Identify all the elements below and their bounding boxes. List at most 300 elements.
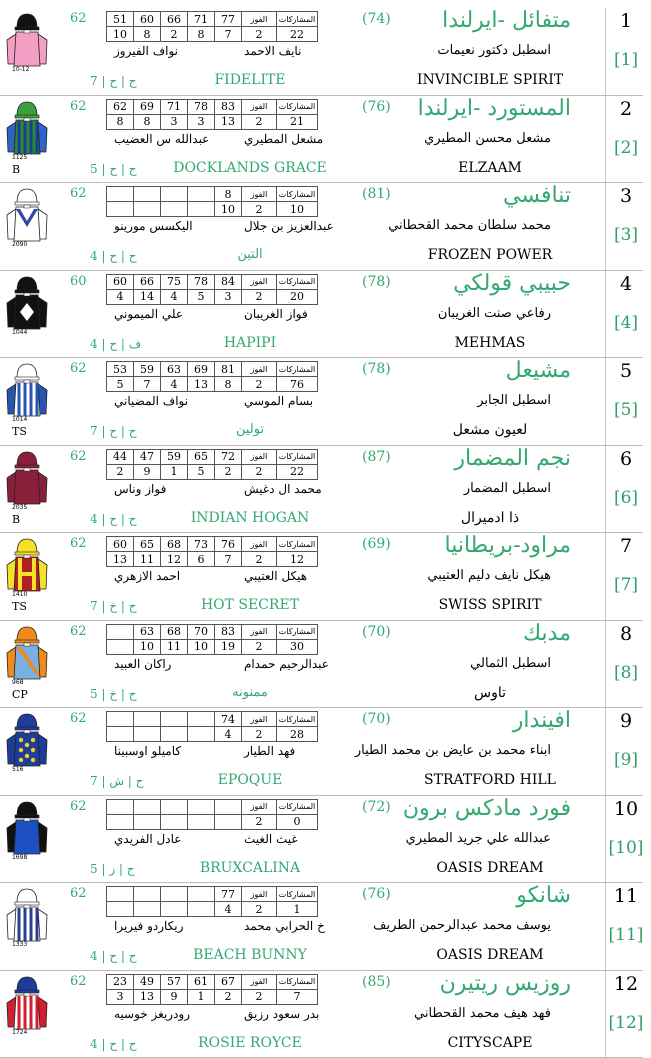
silk-number: 1410 <box>12 591 28 598</box>
runner-number: 7 <box>619 535 633 557</box>
horse-meta: ح | خ | 7 <box>90 599 137 613</box>
jockey-silk-icon <box>4 360 50 424</box>
runner-number: 12 <box>613 972 639 995</box>
form-position-cell <box>107 902 134 917</box>
form-table <box>106 624 318 655</box>
horse-meta: ح | ح | 7 <box>90 74 137 88</box>
form-table <box>106 536 318 567</box>
dam-name: FIDELITE <box>214 72 286 88</box>
form-position-cell: 2 <box>215 989 242 1004</box>
form-position-cell: 13 <box>215 114 242 129</box>
carried-weight: 62 <box>70 186 87 201</box>
jockey-name: عادل الفريدي <box>114 831 182 846</box>
horse-name-ar: شانكو <box>516 883 571 908</box>
sire-name: MEHMAS <box>454 334 526 351</box>
form-rating-cell: 62 <box>107 99 134 114</box>
draw-number: [5] <box>613 400 639 420</box>
trainer-name: فهد الطيار <box>244 744 296 758</box>
silk-number: 968 <box>12 678 24 686</box>
runner-row <box>0 358 643 446</box>
sire-name: لعيون مشعل <box>452 422 528 438</box>
wins-value: 2 <box>242 902 277 917</box>
jockey-name: علي الميموني <box>114 306 183 321</box>
form-position-cell <box>161 814 188 829</box>
owner-name: اسطبل الجابر <box>477 393 551 408</box>
form-position-cell: 7 <box>134 377 161 392</box>
form-position-cell <box>107 727 134 742</box>
draw-number: [4] <box>613 312 639 333</box>
participations-value: 1 <box>277 902 318 917</box>
form-position-cell: 13 <box>107 552 134 567</box>
sire-name: SWISS SPIRIT <box>438 597 542 613</box>
form-position-cell: 4 <box>161 289 188 304</box>
form-rating-cell <box>107 712 134 727</box>
carried-weight: 62 <box>70 536 87 551</box>
silk-number: 516 <box>12 766 24 773</box>
runner-row <box>0 96 643 184</box>
form-rating-cell: 78 <box>188 274 215 289</box>
form-rating-cell: 69 <box>188 362 215 377</box>
carried-weight: 62 <box>70 98 87 114</box>
form-table <box>106 99 318 130</box>
jockey-name: رودريغز خوسيه <box>114 1006 191 1021</box>
dam-name: INDIAN HOGAN <box>190 509 310 526</box>
form-position-cell: 4 <box>215 727 242 742</box>
participations-header: المشاركات <box>277 187 318 202</box>
carried-weight: 62 <box>70 361 87 376</box>
carried-weight: 62 <box>70 973 87 989</box>
wins-value: 2 <box>242 639 277 654</box>
wins-value: 2 <box>242 989 277 1004</box>
form-rating-cell: 75 <box>161 274 188 289</box>
owner-name: فهد هيف محمد القحطاني <box>414 1005 551 1021</box>
owner-name: اسطبل المضمار <box>463 480 551 496</box>
participations-value: 0 <box>277 814 318 829</box>
carried-weight: 62 <box>70 711 87 726</box>
draw-number: [12] <box>608 1012 644 1033</box>
silk-number: 2090 <box>12 241 28 248</box>
form-rating-cell: 59 <box>161 449 188 464</box>
runner-row <box>0 446 643 534</box>
form-position-cell: 10 <box>107 27 134 42</box>
jockey-silk-icon <box>4 98 50 162</box>
runner-row <box>0 883 643 971</box>
participations-header: المشاركات <box>277 712 318 727</box>
form-table <box>106 186 318 217</box>
wins-value: 2 <box>242 27 277 42</box>
form-position-cell: 9 <box>134 464 161 479</box>
form-rating-cell: 77 <box>215 887 242 902</box>
carried-weight: 62 <box>70 11 87 26</box>
form-position-cell: 5 <box>188 464 215 479</box>
participations-header: المشاركات <box>277 274 318 289</box>
runner-number: 10 <box>613 797 639 820</box>
runner-number: 11 <box>613 885 639 907</box>
runner-row <box>0 533 643 621</box>
participations-header: المشاركات <box>277 537 318 552</box>
horse-name-ar: تنافسي <box>503 183 571 208</box>
silk-number: 1044 <box>12 328 28 336</box>
jockey-name: كاميلو اوسبينا <box>114 744 182 758</box>
form-position-cell: 4 <box>215 902 242 917</box>
form-rating-cell: 78 <box>188 99 215 114</box>
horse-name-ar: فورد مادكس برون <box>402 795 571 821</box>
owner-name: هيكل نايف دليم العتيبي <box>427 568 551 583</box>
form-position-cell: 8 <box>188 27 215 42</box>
runner-row <box>0 183 643 271</box>
draw-number: [6] <box>613 487 639 508</box>
form-position-cell: 8 <box>215 377 242 392</box>
horse-meta: ح | ح | 4 <box>90 511 137 526</box>
jockey-silk-icon <box>4 710 50 774</box>
form-position-cell <box>161 902 188 917</box>
form-position-cell: 3 <box>161 114 188 129</box>
owner-name: رفاعي صنت الغريبان <box>437 305 551 321</box>
form-table <box>106 11 318 42</box>
horse-name-ar: روزيس ريتيرن <box>439 970 571 996</box>
equipment-code: B <box>12 512 21 526</box>
wins-header: الفوز <box>242 537 277 552</box>
form-rating-cell: 47 <box>134 449 161 464</box>
form-table <box>106 274 318 305</box>
form-position-cell <box>161 202 188 217</box>
horse-meta: ح | ش | 7 <box>90 774 144 788</box>
form-rating-cell: 65 <box>188 449 215 464</box>
form-position-cell: 8 <box>107 114 134 129</box>
wins-header: الفوز <box>242 12 277 27</box>
carried-weight: 62 <box>70 798 87 814</box>
participations-value: 28 <box>277 727 318 742</box>
draw-number: [10] <box>608 837 644 858</box>
form-position-cell: 13 <box>188 377 215 392</box>
wins-header: الفوز <box>242 887 277 902</box>
form-rating-cell: 72 <box>215 449 242 464</box>
form-position-cell: 4 <box>107 289 134 304</box>
form-rating-cell <box>107 799 134 814</box>
form-rating-cell <box>188 712 215 727</box>
runner-row <box>0 271 643 359</box>
form-position-cell: 2 <box>107 464 134 479</box>
form-rating-cell: 71 <box>161 99 188 114</box>
horse-name-ar: مراود-بريطانيا <box>444 533 571 558</box>
owner-name: ابناء محمد بن عايض بن محمد الطيار <box>354 743 551 758</box>
draw-number: [9] <box>613 750 639 770</box>
form-position-cell: 13 <box>134 989 161 1004</box>
sire-name: تاوس <box>473 684 506 701</box>
runner-row <box>0 8 643 96</box>
form-position-cell: 19 <box>215 639 242 654</box>
runner-number: 8 <box>619 622 633 645</box>
runner-number: 5 <box>619 360 633 382</box>
wins-value: 2 <box>242 552 277 567</box>
form-rating-cell: 59 <box>134 362 161 377</box>
dam-name: HOT SECRET <box>200 597 300 613</box>
form-rating-cell: 77 <box>215 12 242 27</box>
form-rating-cell: 76 <box>215 537 242 552</box>
equipment-code: B <box>12 162 21 176</box>
owner-name: اسطبل دكتور نعيمات <box>437 43 551 58</box>
trainer-name: عبدالرحيم حمدام <box>244 656 329 671</box>
trainer-name: غيث الغيث <box>244 831 298 846</box>
runner-row <box>0 621 643 709</box>
form-rating-cell <box>161 887 188 902</box>
form-position-cell: 10 <box>215 202 242 217</box>
horse-meta: ح | ح | 4 <box>90 949 137 963</box>
form-rating-cell: 23 <box>107 974 134 989</box>
form-rating-cell: 61 <box>188 974 215 989</box>
jockey-name: احمد الازهري <box>114 569 181 583</box>
jockey-name: نواف المضياني <box>114 394 189 408</box>
owner-name: محمد سلطان محمد القحطاني <box>388 218 551 233</box>
horse-name-ar: نجم المضمار <box>454 445 571 471</box>
horse-rating: (76) <box>362 98 391 115</box>
equipment-code: TS <box>12 600 27 613</box>
carried-weight: 60 <box>70 273 87 289</box>
owner-name: اسطبل الثمالي <box>470 655 551 671</box>
silk-number: 2035 <box>12 503 28 511</box>
carried-weight: 62 <box>70 623 87 639</box>
sire-name: ELZAAM <box>458 159 522 176</box>
form-position-cell: 1 <box>188 989 215 1004</box>
horse-meta: ح | ح | 4 <box>90 249 137 263</box>
form-rating-cell: 68 <box>161 624 188 639</box>
owner-name: يوسف محمد عبدالرحمن الطريف <box>373 918 551 933</box>
horse-rating: (78) <box>362 361 391 377</box>
participations-value: 30 <box>277 639 318 654</box>
dam-name: DOCKLANDS GRACE <box>173 159 327 176</box>
form-position-cell <box>188 814 215 829</box>
form-position-cell: 10 <box>188 639 215 654</box>
form-table <box>106 886 318 917</box>
trainer-name: نايف الاحمد <box>244 44 302 58</box>
form-table <box>106 361 318 392</box>
form-rating-cell <box>188 187 215 202</box>
form-rating-cell: 60 <box>134 12 161 27</box>
form-rating-cell: 63 <box>161 362 188 377</box>
sire-name: STRATFORD HILL <box>424 772 556 788</box>
form-rating-cell: 63 <box>134 624 161 639</box>
horse-name-ar: متفائل -ايرلندا <box>442 8 571 33</box>
horse-rating: (74) <box>362 11 391 27</box>
form-position-cell: 6 <box>188 552 215 567</box>
participations-value: 76 <box>277 377 318 392</box>
jockey-silk-icon <box>4 10 50 74</box>
sire-name: FROZEN POWER <box>427 247 553 263</box>
form-rating-cell: 68 <box>161 537 188 552</box>
form-rating-cell <box>215 799 242 814</box>
wins-header: الفوز <box>242 799 277 814</box>
carried-weight: 62 <box>70 448 87 464</box>
form-position-cell: 4 <box>161 377 188 392</box>
jockey-silk-icon <box>4 973 50 1037</box>
form-rating-cell: 44 <box>107 449 134 464</box>
participations-header: المشاركات <box>277 974 318 989</box>
form-table <box>106 799 318 830</box>
form-position-cell <box>188 727 215 742</box>
sire-name: INVINCIBLE SPIRIT <box>416 72 564 88</box>
sire-name: OASIS DREAM <box>436 859 544 876</box>
form-position-cell: 5 <box>188 289 215 304</box>
form-position-cell: 11 <box>134 552 161 567</box>
form-position-cell: 8 <box>134 27 161 42</box>
dam-name: ROSIE ROYCE <box>198 1034 302 1051</box>
form-rating-cell <box>188 887 215 902</box>
trainer-name: بدر سعود رزيق <box>244 1006 320 1021</box>
dam-name: HAPIPI <box>223 334 277 351</box>
horse-rating: (72) <box>362 798 391 815</box>
wins-header: الفوز <box>242 99 277 114</box>
form-position-cell: 3 <box>107 989 134 1004</box>
horse-rating: (70) <box>362 711 391 727</box>
form-position-cell <box>134 902 161 917</box>
jockey-name: ريكاردو فيريرا <box>114 919 184 933</box>
horse-rating: (81) <box>362 186 391 202</box>
wins-value: 2 <box>242 814 277 829</box>
form-position-cell <box>161 727 188 742</box>
participations-header: المشاركات <box>277 99 318 114</box>
form-rating-cell <box>161 187 188 202</box>
wins-value: 2 <box>242 202 277 217</box>
form-rating-cell: 49 <box>134 974 161 989</box>
horse-meta: ح | خ | 5 <box>90 686 137 701</box>
form-position-cell: 5 <box>107 377 134 392</box>
participations-value: 7 <box>277 989 318 1004</box>
jockey-name: راكان العبيد <box>114 656 172 671</box>
equipment-code: TS <box>12 425 27 438</box>
wins-header: الفوز <box>242 187 277 202</box>
form-position-cell <box>134 202 161 217</box>
form-position-cell: 1 <box>161 464 188 479</box>
jockey-name: عبدالله س العضيب <box>114 131 210 146</box>
form-rating-cell: 73 <box>188 537 215 552</box>
trainer-name: عبدالعزيز بن جلال <box>244 219 334 233</box>
form-rating-cell: 60 <box>107 274 134 289</box>
form-rating-cell <box>134 887 161 902</box>
form-rating-cell: 53 <box>107 362 134 377</box>
horse-meta: ف | ح | 4 <box>90 336 142 351</box>
form-rating-cell: 65 <box>134 537 161 552</box>
form-rating-cell: 81 <box>215 362 242 377</box>
participations-value: 20 <box>277 289 318 304</box>
form-position-cell: 10 <box>134 639 161 654</box>
draw-number: [1] <box>613 50 639 70</box>
silk-number: 1125 <box>12 153 28 161</box>
form-table <box>106 449 318 480</box>
silk-number: 1333 <box>12 941 28 948</box>
horse-name-ar: مدبك <box>523 620 571 646</box>
participations-value: 12 <box>277 552 318 567</box>
dam-name: تولين <box>235 422 265 437</box>
jockey-name: اليكسس مورينو <box>114 219 193 233</box>
wins-header: الفوز <box>242 362 277 377</box>
form-table <box>106 974 318 1005</box>
trainer-name: هيكل العتيبي <box>244 569 308 583</box>
wins-header: الفوز <box>242 449 277 464</box>
form-rating-cell <box>188 799 215 814</box>
sire-name: ذا ادميرال <box>460 509 520 526</box>
form-position-cell <box>134 814 161 829</box>
sire-name: CITYSCAPE <box>447 1034 533 1051</box>
participations-header: المشاركات <box>277 887 318 902</box>
wins-value: 2 <box>242 114 277 129</box>
carried-weight: 62 <box>70 886 87 901</box>
form-rating-cell <box>134 799 161 814</box>
wins-header: الفوز <box>242 274 277 289</box>
form-rating-cell <box>107 624 134 639</box>
sire-name: OASIS DREAM <box>436 947 544 963</box>
form-position-cell <box>188 202 215 217</box>
form-rating-cell: 8 <box>215 187 242 202</box>
draw-number: [8] <box>613 662 639 683</box>
horse-meta: ح | ز | 5 <box>90 861 135 876</box>
runner-row <box>0 708 643 796</box>
runner-number: 6 <box>619 447 633 470</box>
jockey-silk-icon <box>4 185 50 249</box>
form-position-cell <box>215 814 242 829</box>
runner-number: 1 <box>619 10 633 32</box>
trainer-name: مشعل المطيري <box>244 131 324 146</box>
form-position-cell: 7 <box>215 27 242 42</box>
draw-number: [3] <box>613 225 639 245</box>
jockey-silk-icon <box>4 798 50 862</box>
trainer-name: خ الحرابي محمد <box>244 919 325 933</box>
silk-number: 1724 <box>12 1028 28 1036</box>
runner-number: 9 <box>619 710 633 732</box>
form-position-cell <box>107 814 134 829</box>
form-position-cell: 7 <box>215 552 242 567</box>
form-rating-cell: 66 <box>134 274 161 289</box>
runner-row <box>0 796 643 884</box>
form-rating-cell: 74 <box>215 712 242 727</box>
draw-number: [2] <box>613 137 639 158</box>
form-table <box>106 711 318 742</box>
dam-name: التين <box>237 247 263 262</box>
jockey-name: نواف الفيروز <box>114 44 179 58</box>
form-position-cell <box>107 639 134 654</box>
form-position-cell <box>107 202 134 217</box>
owner-name: عبدالله علي جريد المطيري <box>405 830 551 846</box>
participations-value: 10 <box>277 202 318 217</box>
draw-number: [7] <box>613 575 639 595</box>
participations-header: المشاركات <box>277 624 318 639</box>
form-position-cell: 2 <box>161 27 188 42</box>
horse-rating: (78) <box>362 273 391 290</box>
participations-header: المشاركات <box>277 799 318 814</box>
horse-rating: (69) <box>362 536 391 552</box>
form-rating-cell: 83 <box>215 624 242 639</box>
dam-name: EPOQUE <box>217 772 283 788</box>
horse-name-ar: المستورد -ايرلندا <box>417 95 571 121</box>
silk-number: 1014 <box>12 416 28 423</box>
wins-header: الفوز <box>242 624 277 639</box>
form-position-cell: 3 <box>215 289 242 304</box>
horse-name-ar: افيندار <box>512 708 571 733</box>
wins-value: 2 <box>242 377 277 392</box>
form-position-cell: 11 <box>161 639 188 654</box>
form-rating-cell <box>134 187 161 202</box>
owner-name: مشعل محسن المطيري <box>424 130 551 146</box>
form-position-cell <box>188 902 215 917</box>
horse-meta: ح | ح | 7 <box>90 424 137 438</box>
form-position-cell: 12 <box>161 552 188 567</box>
participations-value: 21 <box>277 114 318 129</box>
form-rating-cell: 60 <box>107 537 134 552</box>
jockey-silk-icon <box>4 623 50 687</box>
form-rating-cell <box>161 799 188 814</box>
horse-rating: (87) <box>362 448 391 465</box>
form-rating-cell: 51 <box>107 12 134 27</box>
horse-meta: ح | ح | 5 <box>90 161 137 176</box>
